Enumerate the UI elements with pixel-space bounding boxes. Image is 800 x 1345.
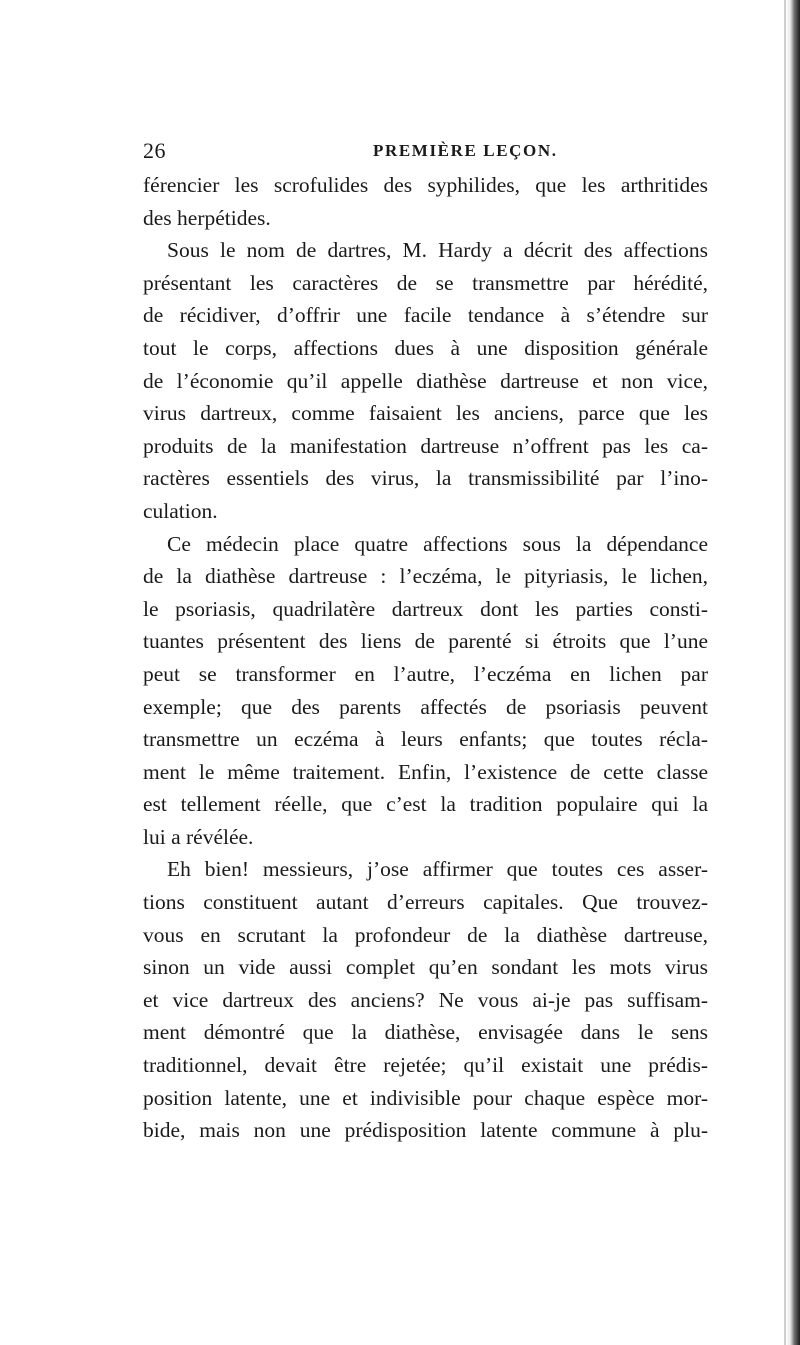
text-line: exemple; que des parents affectés de psoriasis peuvent [143, 694, 708, 719]
text-line: tions constituent autant d’erreurs capitales. Que trouvez- [143, 890, 708, 915]
text-line: produits de la manifestation dartreuse n’offrent pas les ca- [143, 433, 708, 458]
text-line: position latente, une et indivisible pour chaque espèce mor- [143, 1085, 708, 1110]
text-line: le psoriasis, quadrilatère dartreux dont les parties consti- [143, 596, 708, 621]
running-title: PREMIÈRE LEÇON. [373, 141, 558, 160]
text-line: culation. [143, 498, 218, 523]
text-line: tuantes présentent des liens de parenté si étroits que l’une [143, 629, 708, 654]
page-header [143, 136, 708, 166]
text-line: de la diathèse dartreuse : l’eczéma, le pityriasis, le lichen, [143, 564, 708, 589]
text-line: tout le corps, affections dues à une disposition générale [143, 335, 708, 360]
scan-dark-edge [786, 0, 800, 1345]
text-line: Sous le nom de dartres, M. Hardy a décrit des affections [167, 238, 708, 263]
body-text [143, 169, 708, 1147]
page-number: 26 [143, 138, 166, 163]
text-line: sinon un vide aussi complet qu’en sondant les mots virus [143, 955, 708, 980]
text-line: vous en scrutant la profondeur de la diathèse dartreuse, [143, 922, 708, 947]
text-line: traditionnel, devait être rejetée; qu’il existait une prédis- [143, 1053, 708, 1078]
text-line: présentant les caractères de se transmettre par hérédité, [143, 270, 708, 295]
text-line: ment démontré que la diathèse, envisagée dans le sens [143, 1020, 708, 1045]
text-line: Eh bien! messieurs, j’ose affirmer que toutes ces asser- [167, 857, 708, 882]
text-line: ractères essentiels des virus, la transmissibilité par l’ino- [143, 466, 708, 491]
text-line: et vice dartreux des anciens? Ne vous ai-je pas suffisam- [143, 987, 708, 1012]
text-line: férencier les scrofulides des syphilides, que les arthritides [143, 173, 708, 197]
text-line: des herpétides. [143, 205, 271, 230]
text-line: lui a révélée. [143, 824, 254, 849]
text-line: de récidiver, d’offrir une facile tendance à s’étendre sur [143, 303, 708, 328]
text-line: ment le même traitement. Enfin, l’existence de cette classe [143, 759, 708, 784]
text-line: bide, mais non une prédisposition latente commune à plu- [143, 1118, 708, 1143]
text-line: Ce médecin place quatre affections sous la dépendance [167, 531, 708, 556]
text-line: virus dartreux, comme faisaient les anciens, parce que les [143, 401, 708, 426]
text-line: est tellement réelle, que c’est la tradition populaire qui la [143, 792, 708, 817]
text-line: de l’économie qu’il appelle diathèse dartreuse et non vice, [143, 368, 708, 393]
text-line: peut se transformer en l’autre, l’eczéma en lichen par [143, 661, 708, 686]
text-line: transmettre un eczéma à leurs enfants; que toutes récla- [143, 727, 708, 752]
